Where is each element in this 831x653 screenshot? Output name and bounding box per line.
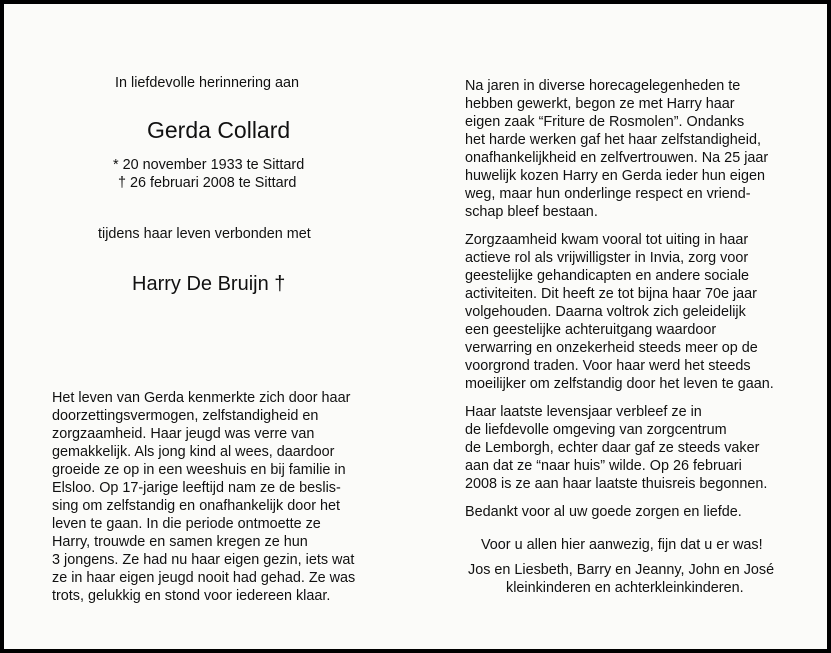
right-column-text <box>465 77 805 531</box>
bio-line: ze in haar eigen jeugd nooit had gehad. Ze was <box>52 570 356 586</box>
bio-paragraph <box>52 389 382 605</box>
text-line: activiteiten. Dit heeft ze tot bijna haar 70e jaar <box>465 286 757 302</box>
bio-line: Harry, trouwde en samen kregen ze hun <box>52 534 308 550</box>
text-line: de liefdevolle omgeving van zorgcentrum <box>465 422 727 438</box>
text-line: huwelijk kozen Harry en Gerda ieder hun eigen <box>465 168 765 184</box>
text-line: Haar laatste levensjaar verbleef ze in <box>465 404 702 420</box>
text-line: voorgrond traden. Voor haar werd het steeds <box>465 358 751 374</box>
text-line: Zorgzaamheid kwam vooral tot uiting in haar <box>465 232 749 248</box>
bio-line: gemakkelijk. Als jong kind al wees, daardoor <box>52 444 335 460</box>
paragraph-care <box>465 231 805 393</box>
bio-line: sing om zelfstandig en onafhankelijk door het <box>52 498 340 514</box>
text-line: geestelijke gehandicapten en andere sociale <box>465 268 750 284</box>
bio-line: zorgzaamheid. Haar jeugd was verre van <box>52 426 315 442</box>
text-line: schap bleef bestaan. <box>465 204 598 220</box>
bio-line: Elsloo. Op 17-jarige leeftijd nam ze de beslis- <box>52 480 341 496</box>
text-line: actieve rol als vrijwilligster in Invia, zorg voor <box>465 250 749 266</box>
birth-line: * 20 november 1933 te Sittard <box>113 157 305 173</box>
text-line: 2008 is ze aan haar laatste thuisreis begonnen. <box>465 476 768 492</box>
closing-line: Voor u allen hier aanwezig, fijn dat u er was! <box>481 537 763 553</box>
text-line: Na jaren in diverse horecagelegenheden te <box>465 78 741 94</box>
bio-line: groeide ze op in een weeshuis en bij familie in <box>52 462 346 478</box>
deceased-name: Gerda Collard <box>147 117 291 143</box>
bond-line: tijdens haar leven verbonden met <box>98 226 311 242</box>
bio-line: leven te gaan. In die periode ontmoette ze <box>52 516 321 532</box>
bio-line: Het leven van Gerda kenmerkte zich door haar <box>52 390 351 406</box>
bio-line: doorzettingsvermogen, zelfstandigheid en <box>52 408 319 424</box>
death-line: † 26 februari 2008 te Sittard <box>118 175 297 191</box>
partner-name: Harry De Bruijn † <box>132 273 286 295</box>
text-line: eigen zaak “Friture de Rosmolen”. Ondanks <box>465 114 745 130</box>
bio-line: 3 jongens. Ze had nu haar eigen gezin, iets wat <box>52 552 355 568</box>
text-line: hebben gewerkt, begon ze met Harry haar <box>465 96 735 112</box>
text-line: de Lemborgh, echter daar gaf ze steeds vaker <box>465 440 760 456</box>
paragraph-thanks <box>465 503 805 521</box>
memorial-heading: In liefdevolle herinnering aan <box>115 75 300 91</box>
text-line: het harde werken gaf het haar zelfstandigheid, <box>465 132 762 148</box>
text-line: verwarring en onzekerheid steeds meer op de <box>465 340 758 356</box>
text-line: onafhankelijkheid en zelfvertrouwen. Na 25 jaar <box>465 150 769 166</box>
family-line-2: kleinkinderen en achterkleinkinderen. <box>506 580 744 596</box>
memorial-card <box>4 4 827 649</box>
paragraph-last-year <box>465 403 805 493</box>
bio-line: trots, gelukkig en stond voor iedereen klaar. <box>52 588 331 604</box>
family-line-1: Jos en Liesbeth, Barry en Jeanny, John en José <box>468 562 775 578</box>
text-line: moeilijker om zelfstandig door het leven te gaan. <box>465 376 774 392</box>
biography <box>52 389 382 615</box>
paragraph-career <box>465 77 805 221</box>
text-line: weg, maar hun onderlinge respect en vriend- <box>465 186 751 202</box>
text-line: Bedankt voor al uw goede zorgen en liefde. <box>465 504 742 520</box>
text-line: volgehouden. Daarna voltrok zich geleidelijk <box>465 304 746 320</box>
text-line: een geestelijke achteruitgang waardoor <box>465 322 717 338</box>
text-line: aan dat ze “naar huis” wilde. Op 26 februari <box>465 458 742 474</box>
